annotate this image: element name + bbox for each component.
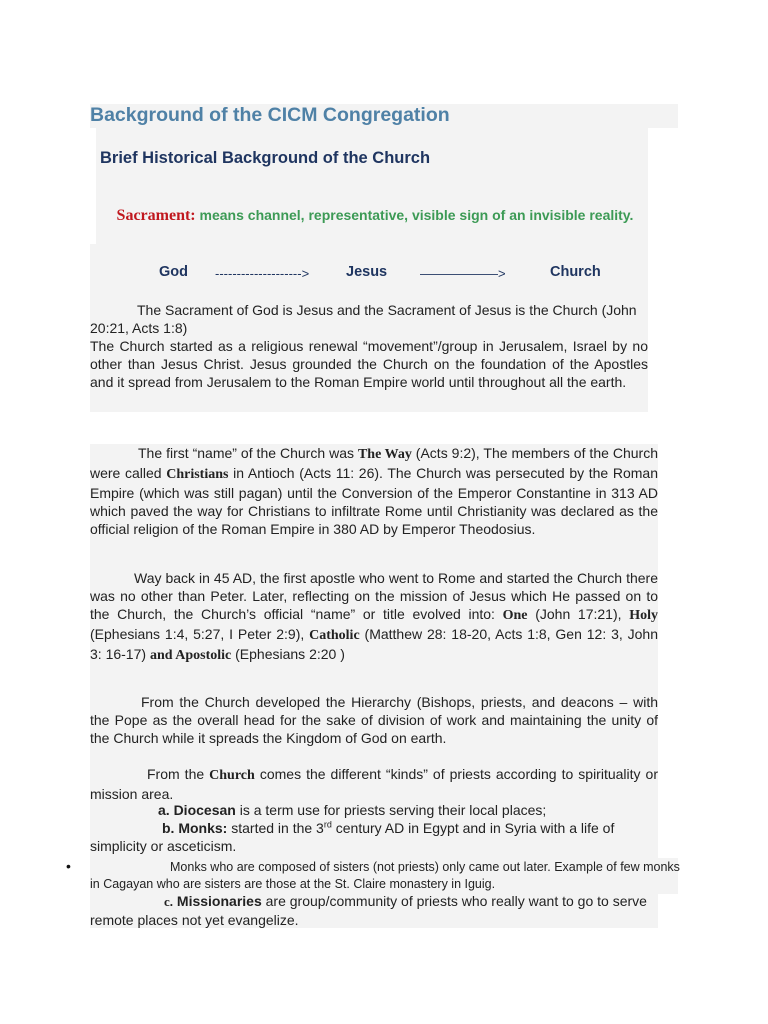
flow-god: God	[159, 264, 188, 280]
flow-arrow-2: ——————>	[420, 266, 506, 281]
flow-jesus: Jesus	[346, 264, 388, 280]
paragraph-kinds-of-priests: From the Church comes the different “kinds” of priests according to spirituality or mission area.	[90, 766, 658, 802]
flow-church: Church	[550, 264, 601, 280]
bullet-monk-sisters: Monks who are composed of sisters (not priests) only came out later. Example of few monks in Cagayan who are sisters are those at the St. Claire monastery in Iguig.	[90, 860, 680, 891]
sacrament-definition	[110, 206, 640, 225]
text-background	[96, 128, 648, 244]
list-item-missionaries: c. Missionaries are group/community of priests who really want to go to serve remote places not yet evangelize.	[90, 893, 647, 928]
sacrament-text: means channel, representative, visible sign of an invisible reality.	[199, 207, 634, 223]
list-item-monks: b. Monks: started in the 3rd century AD in Egypt and in Syria with a life of simplicity or asceticism.	[90, 819, 615, 854]
paragraph-hierarchy: From the Church developed the Hierarchy (Bishops, priests, and deacons – with the Pope as the overall head for the sake of division of work and maintaining the unity of the Church while it spreads the Kingdom of God on earth.	[90, 694, 658, 746]
section-subtitle: Brief Historical Background of the Church	[100, 149, 431, 167]
paragraph-sacrament: The Sacrament of God is Jesus and the Sacrament of Jesus is the Church (John 20:21, Acts 1:8) The Church started as a religious renewal “movement”/group in Jerusalem, Israel by no other than Jesus Christ. Jesus grounded the Church on the foundation of the Apostles and it spread from Jerusalem to the Roman Empire world until throughout all the earth.	[90, 302, 648, 390]
paragraph-apostle-peter: Way back in 45 AD, the first apostle who went to Rome and started the Church there was no other than Peter. Later, reflecting on the mission of Jesus which He passed on to the Church, the Church’s official “name” or title evolved into: One (John 17:21), Holy (Ephesians 1:4, 5:27, I Peter 2:9), Catholic (Matthew 28: 18-20, Acts 1:8, Gen 12: 3, John 3: 16-17) and Apostolic (Ephesians 2:20 )	[90, 570, 658, 663]
bullet-dot-icon: •	[66, 858, 71, 874]
flow-arrow-1: -------------------->	[215, 266, 310, 281]
list-item-diocesan: a. Diocesan is a term use for priests serving their local places;	[158, 802, 547, 818]
page-title: Background of the CICM Congregation	[90, 104, 450, 126]
paragraph-first-name: The first “name” of the Church was The Way (Acts 9:2), The members of the Church were called Christians in Antioch (Acts 11: 26). The Church was persecuted by the Roman Empire (which was still pagan) until the Conversion of the Emperor Constantine in 313 AD which paved the way for Christians to infiltrate Rome until Christianity was declared as the official religion of the Roman Empire in 380 AD by Emperor Theodosius.	[90, 445, 658, 537]
sacrament-label: Sacrament:	[116, 207, 196, 224]
